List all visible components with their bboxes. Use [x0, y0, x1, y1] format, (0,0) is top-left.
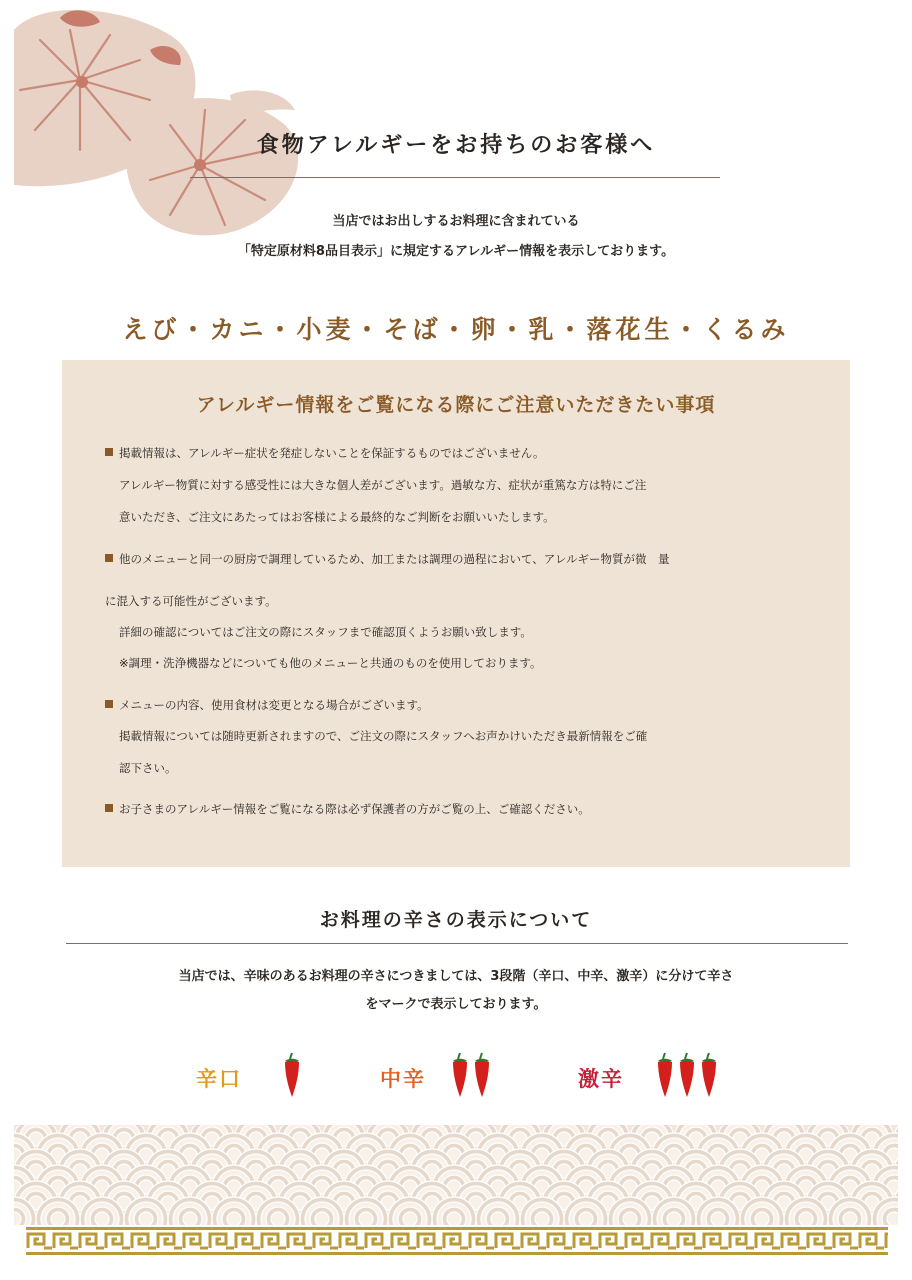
bullet-icon: [105, 554, 113, 562]
notice-text: ※調理・洗浄機器などについても他のメニューと共通のものを使用しております。: [119, 656, 542, 670]
bullet-icon: [105, 700, 113, 708]
notice-heading: アレルギー情報をご覧になる際にご注意いただきたい事項: [196, 394, 716, 416]
notice-text: 意いただき、ご注文にあたってはお客様による最終的なご判断をお願いいたします。: [119, 510, 555, 524]
spice-level-medium: 中辛: [380, 1067, 426, 1091]
notice-item-3: メニューの内容、使用食材は変更となる場合がございます。: [105, 697, 429, 713]
chili-pepper-icon: [282, 1052, 302, 1098]
notice-item-1: 掲載情報は、アレルギー症状を発症しないことを保証するものではございません。: [105, 445, 544, 461]
spicy-section-title: お料理の辛さの表示について: [319, 909, 593, 931]
spicy-divider: [66, 943, 848, 944]
spicy-text-line-2: をマークで表示しております。: [365, 997, 547, 1012]
notice-item-2: 他のメニューと同一の厨房で調理しているため、加工または調理の過程において、アレルギー物質が微 量: [105, 551, 670, 567]
notice-text: に混入する可能性がございます。: [105, 594, 277, 608]
bullet-icon: [105, 804, 113, 812]
chili-pepper-icon: [677, 1052, 697, 1098]
allergen-list: えび・カニ・小麦・そば・卵・乳・落花生・くるみ: [122, 315, 790, 344]
page-title: 食物アレルギーをお持ちのお客様へ: [256, 133, 656, 158]
pepper-group-mild: [282, 1052, 312, 1100]
intro-line-1: 当店ではお出しするお料理に含まれている: [332, 214, 580, 229]
spicy-text-line-1: 当店では、辛味のあるお料理の辛さにつきましては、3段階（辛口、中辛、激辛）に分けて辛さ: [178, 969, 734, 984]
chili-pepper-icon: [472, 1052, 492, 1098]
intro-line-2: 「特定原材料8品目表示」に規定するアレルギー情報を表示しております。: [237, 244, 675, 259]
wave-pattern-decoration: [14, 1125, 898, 1225]
notice-text: アレルギー物質に対する感受性には大きな個人差がございます。過敏な方、症状が重篤な方は特にご注: [119, 478, 647, 492]
notice-text: 認下さい。: [119, 761, 177, 775]
bullet-icon: [105, 448, 113, 456]
notice-text: 掲載情報については随時更新されますので、ご注文の際にスタッフへお声かけいただき最新情報をご確: [119, 729, 648, 743]
title-divider: [190, 177, 720, 178]
notice-text: 詳細の確認についてはご注文の際にスタッフまで確認頂くようお願い致します。: [119, 625, 532, 639]
pepper-group-medium: [450, 1052, 500, 1100]
chili-pepper-icon: [655, 1052, 675, 1098]
chili-pepper-icon: [699, 1052, 719, 1098]
notice-item-4: お子さまのアレルギー情報をご覧になる際は必ず保護者の方がご覧の上、ご確認ください。: [105, 801, 590, 817]
spice-level-mild: 辛口: [196, 1067, 242, 1091]
notice-box: [62, 360, 850, 867]
chili-pepper-icon: [450, 1052, 470, 1098]
pepper-group-hot: [655, 1052, 727, 1100]
fret-border-decoration: [26, 1226, 888, 1256]
spice-level-hot: 激辛: [578, 1067, 624, 1091]
